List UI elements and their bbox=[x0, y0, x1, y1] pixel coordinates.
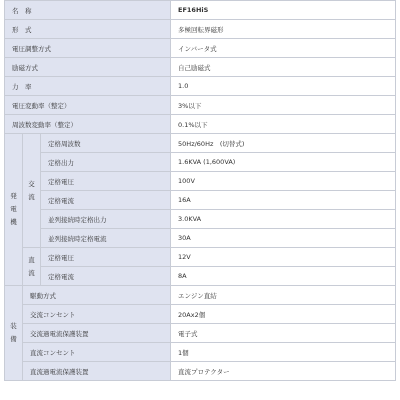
table-row bbox=[5, 115, 396, 134]
row-label: 力 率 bbox=[5, 77, 171, 96]
table-row bbox=[5, 39, 396, 58]
table-row bbox=[5, 20, 396, 39]
table-row bbox=[5, 210, 396, 229]
row-value: 12V bbox=[171, 248, 396, 267]
row-value: 8A bbox=[171, 267, 396, 286]
row-label: 定格電流 bbox=[41, 267, 171, 286]
table-row bbox=[5, 286, 396, 305]
row-value: 50Hz/60Hz (切替式) bbox=[171, 134, 396, 153]
row-value: 20Ax2個 bbox=[171, 305, 396, 324]
table-row bbox=[5, 305, 396, 324]
row-value: 3.0KVA bbox=[171, 210, 396, 229]
table-row bbox=[5, 229, 396, 248]
dc-group-label: 直流 bbox=[23, 248, 41, 286]
row-value: 1.0 bbox=[171, 77, 396, 96]
table-row bbox=[5, 1, 396, 20]
table-row bbox=[5, 153, 396, 172]
table-row bbox=[5, 362, 396, 381]
row-label: 電圧調整方式 bbox=[5, 39, 171, 58]
row-label: 交流コンセント bbox=[23, 305, 171, 324]
row-label: 並列接続時定格出力 bbox=[41, 210, 171, 229]
row-value: 100V bbox=[171, 172, 396, 191]
row-value: 電子式 bbox=[171, 324, 396, 343]
row-label: 励磁方式 bbox=[5, 58, 171, 77]
row-label: 形 式 bbox=[5, 20, 171, 39]
row-label: 交流過電流保護装置 bbox=[23, 324, 171, 343]
row-label: 定格出力 bbox=[41, 153, 171, 172]
row-value: 1.6KVA (1,600VA) bbox=[171, 153, 396, 172]
row-label: 名 称 bbox=[5, 1, 171, 20]
table-row bbox=[5, 267, 396, 286]
row-value: 16A bbox=[171, 191, 396, 210]
row-value: インバータ式 bbox=[171, 39, 396, 58]
model-name: EF16HiS bbox=[171, 1, 396, 20]
row-value: 0.1%以下 bbox=[171, 115, 396, 134]
row-label: 周波数変動率（整定） bbox=[5, 115, 171, 134]
row-value: 自己励磁式 bbox=[171, 58, 396, 77]
table-row bbox=[5, 343, 396, 362]
row-value: エンジン直結 bbox=[171, 286, 396, 305]
table-row bbox=[5, 96, 396, 115]
spec-table bbox=[4, 0, 396, 381]
row-label: 電圧変動率（整定） bbox=[5, 96, 171, 115]
equipment-group-label: 装備 bbox=[5, 286, 23, 381]
table-row bbox=[5, 248, 396, 267]
row-label: 定格電圧 bbox=[41, 248, 171, 267]
row-value: 多極回転界磁形 bbox=[171, 20, 396, 39]
row-label: 直流コンセント bbox=[23, 343, 171, 362]
table-row bbox=[5, 324, 396, 343]
row-label: 定格電圧 bbox=[41, 172, 171, 191]
row-label: 定格周波数 bbox=[41, 134, 171, 153]
table-row bbox=[5, 191, 396, 210]
row-label: 駆動方式 bbox=[23, 286, 171, 305]
row-label: 並列接続時定格電流 bbox=[41, 229, 171, 248]
row-value: 30A bbox=[171, 229, 396, 248]
row-value: 3%以下 bbox=[171, 96, 396, 115]
row-label: 直流過電流保護装置 bbox=[23, 362, 171, 381]
table-row bbox=[5, 134, 396, 153]
table-row bbox=[5, 77, 396, 96]
table-row bbox=[5, 172, 396, 191]
row-label: 定格電流 bbox=[41, 191, 171, 210]
row-value: 直流プロテクター bbox=[171, 362, 396, 381]
table-row bbox=[5, 58, 396, 77]
ac-group-label: 交流 bbox=[23, 134, 41, 248]
row-value: 1個 bbox=[171, 343, 396, 362]
generator-group-label: 発電機 bbox=[5, 134, 23, 286]
